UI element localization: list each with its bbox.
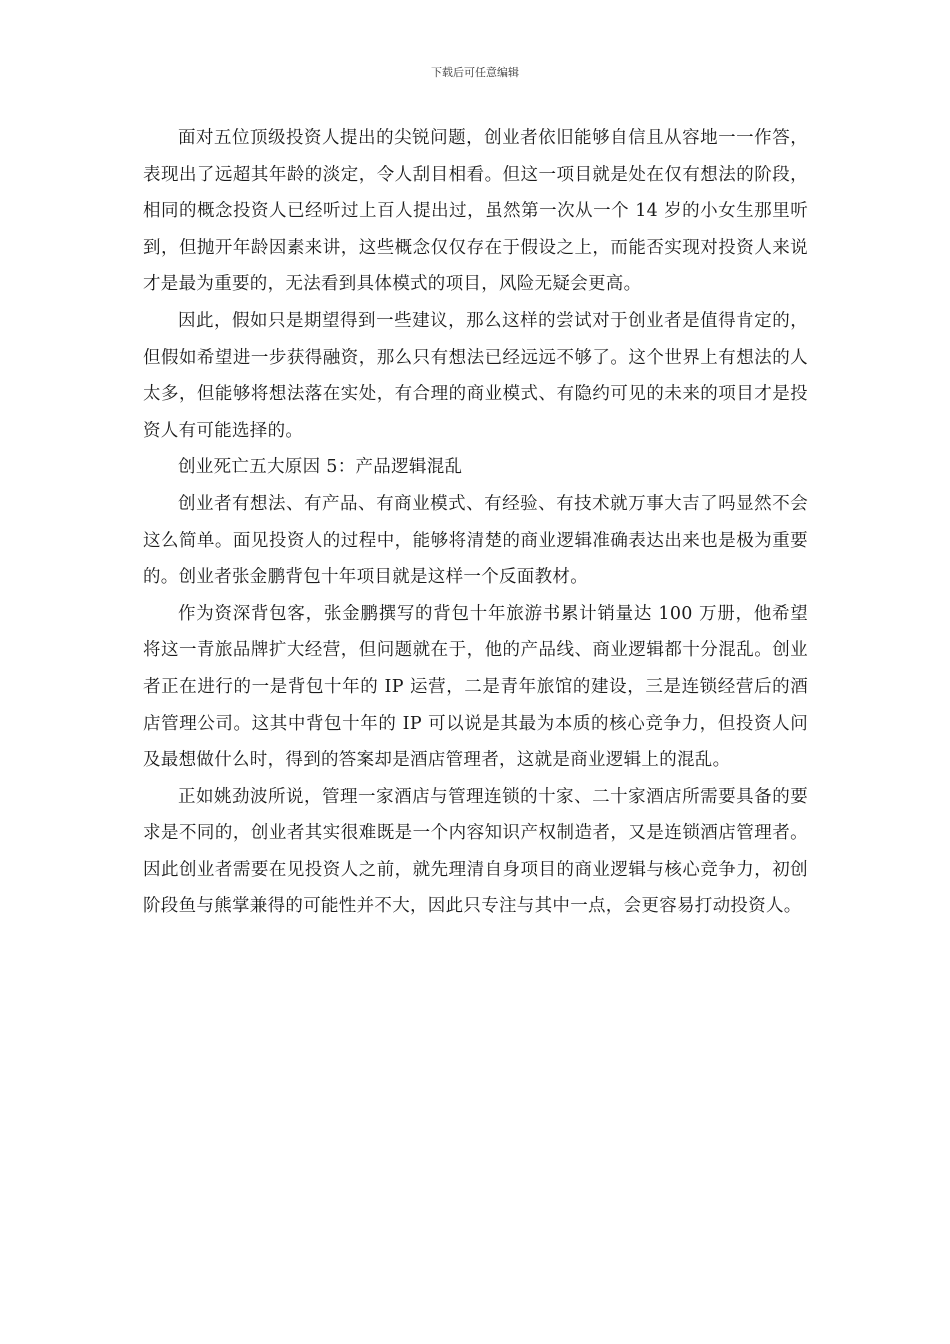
section-heading: 创业死亡五大原因 5：产品逻辑混乱 (178, 457, 463, 478)
page-header: 下载后可任意编辑 (431, 66, 519, 79)
paragraph-2: 因此，假如只是期望得到一些建议，那么这样的尝试对于创业者是值得肯定的，但假如希望进一步获得融资，那么只有想法已经远远不够了。这个世界上有想法的人太多，但能够将想法落在实处，有合理的商业模式、有隐约可见的未来的项目才是投资人有可能选择的。 (143, 310, 808, 441)
document-body (143, 120, 808, 925)
paragraph-4: 作为资深背包客，张金鹏撰写的背包十年旅游书累计销量达 100 万册，他希望将这一青旅品牌扩大经营，但问题就在于，他的产品线、商业逻辑都十分混乱。创业者正在进行的一是背包十年的 IP 运营，二是青年旅馆的建设，三是连锁经营后的酒店管理公司。这其中背包十年的 IP 可以说是其最为本质的核心竞争力，但投资人问及最想做什么时，得到的答案却是酒店管理者，这就是商业逻辑上的混乱。 (143, 603, 808, 771)
paragraph-3: 创业者有想法、有产品、有商业模式、有经验、有技术就万事大吉了吗显然不会这么简单。面见投资人的过程中，能够将清楚的商业逻辑准确表达出来也是极为重要的。创业者张金鹏背包十年项目就是这样一个反面教材。 (143, 493, 808, 588)
paragraph-5: 正如姚劲波所说，管理一家酒店与管理连锁的十家、二十家酒店所需要具备的要求是不同的，创业者其实很难既是一个内容知识产权制造者，又是连锁酒店管理者。因此创业者需要在见投资人之前，就先理清自身项目的商业逻辑与核心竞争力，初创阶段鱼与熊掌兼得的可能性并不大，因此只专注与其中一点，会更容易打动投资人。 (143, 786, 808, 917)
paragraph-1: 面对五位顶级投资人提出的尖锐问题，创业者依旧能够自信且从容地一一作答，表现出了远超其年龄的淡定，令人刮目相看。但这一项目就是处在仅有想法的阶段，相同的概念投资人已经听过上百人提出过，虽然第一次从一个 14 岁的小女生那里听到，但抛开年龄因素来讲，这些概念仅仅存在于假设之上，而能否实现对投资人来说才是最为重要的，无法看到具体模式的项目，风险无疑会更高。 (143, 128, 808, 295)
